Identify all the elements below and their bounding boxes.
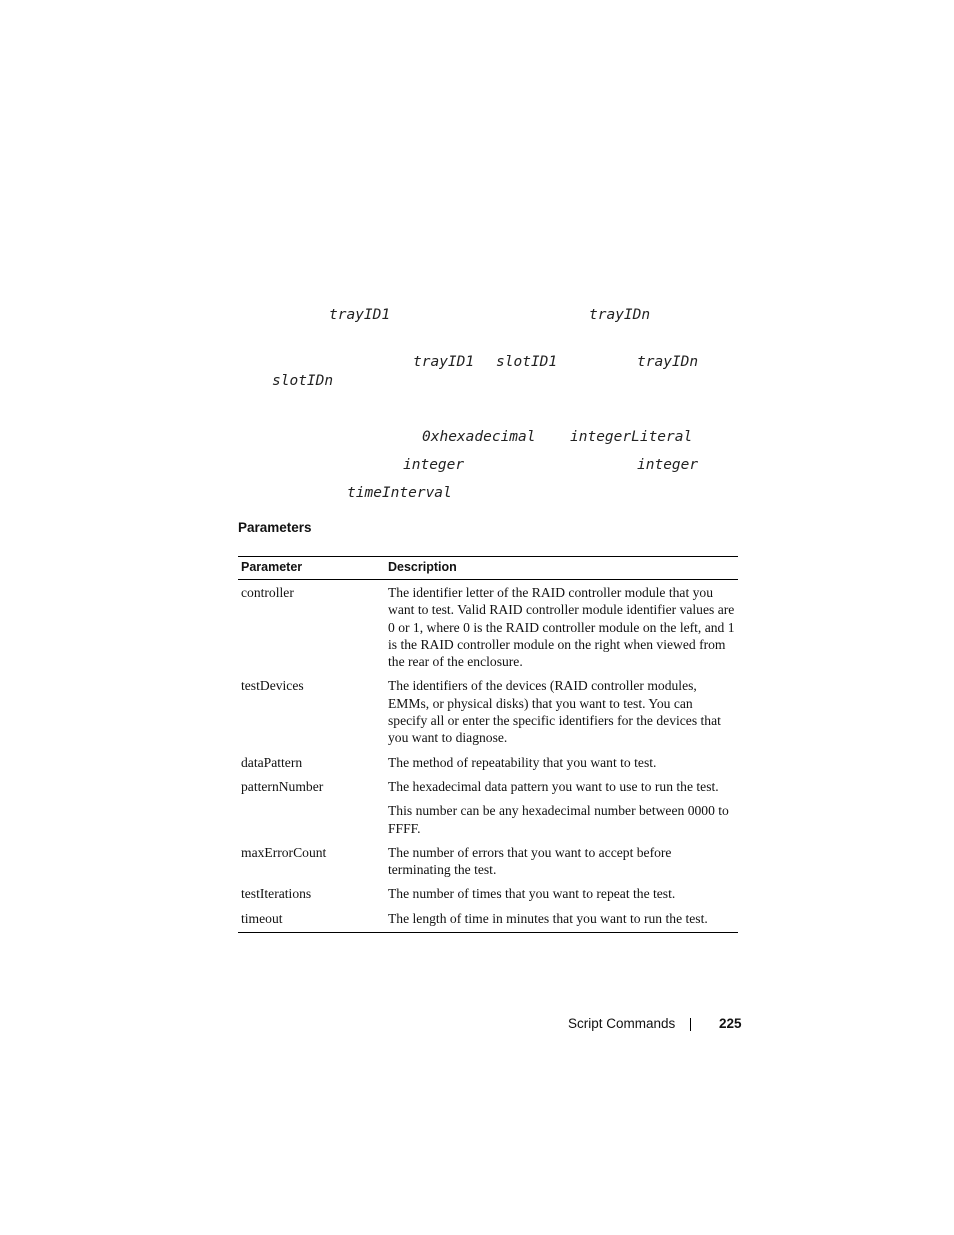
table-row [238,673,738,749]
description-text: The length of time in minutes that you want to run the test. [388,910,708,926]
syntax-slotid1: slotID1 [496,354,558,370]
parameter-name: testIterations [241,886,312,902]
table-row [238,580,738,674]
description-text: The method of repeatability that you want to test. [388,754,657,770]
syntax-time-interval: timeInterval [347,485,452,501]
parameters-table [238,556,738,933]
table-row [238,881,738,905]
description-text: The number of times that you want to repeat the test. [388,886,676,902]
footer-title: Script Commands [568,1016,676,1031]
syntax-trayid1: trayID1 [413,354,475,370]
description-text: The identifier letter of the RAID controller module that you want to test. Valid RAID controller module identifier values are 0 or 1, where 0 is the RAID controller module on the left, and 1 is the RAID controller module on the right when viewed from the rear of the enclosure. [388,585,735,670]
page-number: 225 [719,1016,742,1031]
syntax-trayidn: trayIDn [589,307,651,323]
parameter-description [385,673,738,749]
syntax-integer: integer [403,457,465,473]
column-header-parameter: Parameter [238,557,385,580]
description-text: The identifiers of the devices (RAID controller modules, EMMs, or physical disks) that you want to test. You can specify all or enter the specific identifiers for the devices that you want to diagnose. [388,678,721,746]
parameter-name: timeout [238,906,385,933]
syntax-hexadecimal: 0xhexadecimal [422,429,536,445]
syntax-trayid1: trayID1 [329,307,391,323]
description-text: The number of errors that you want to accept before terminating the test. [388,844,672,878]
description-text: The hexadecimal data pattern you want to use to run the test. [388,778,719,794]
syntax-trayidn: trayIDn [637,354,699,370]
syntax-integer-literal: integerLiteral [570,429,693,445]
parameter-name: testDevices [241,678,304,694]
syntax-slotidn: slotIDn [272,373,334,389]
parameter-description [385,906,738,933]
syntax-integer: integer [637,457,699,473]
footer-divider [690,1018,691,1031]
section-heading: Parameters [238,520,312,535]
parameter-description [385,774,738,840]
table-row [238,906,738,933]
parameter-name: dataPattern [241,754,303,770]
parameter-description [385,881,738,905]
parameter-description [385,750,738,774]
parameter-name: maxErrorCount [241,844,327,860]
column-header-description: Description [385,557,738,580]
parameter-name: patternNumber [241,778,324,794]
table-row [238,840,738,882]
table-row [238,750,738,774]
description-text: This number can be any hexadecimal number between 0000 to FFFF. [388,803,729,836]
table-row [238,774,738,840]
parameter-description [385,840,738,882]
parameter-name: controller [241,585,294,600]
parameter-description [385,580,738,674]
table-header-row [238,557,738,580]
